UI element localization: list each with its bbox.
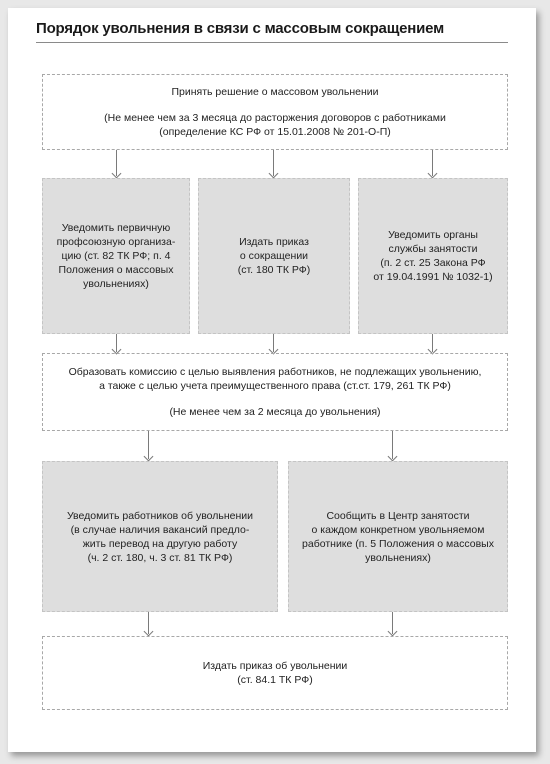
notify-workers-line: жить перевод на другую работу — [82, 537, 238, 550]
commission-box — [42, 353, 508, 431]
decision-heading: Принять решение о массовом увольнении — [171, 86, 379, 98]
title-divider — [36, 42, 508, 43]
arrow-employment-to-commission — [432, 334, 433, 352]
reduction-order-line: Издать приказ — [239, 236, 309, 248]
notify-employment-line: службы занятости — [388, 243, 478, 255]
final-order-reference: (ст. 84.1 ТК РФ) — [237, 674, 313, 686]
notify-union-line: увольнениях) — [83, 278, 149, 290]
notify-union-line: Уведомить первичную — [61, 222, 171, 234]
reduction-order-box — [198, 178, 350, 334]
arrow-commission-to-center — [392, 431, 393, 459]
inform-center-line: о каждом конкретном увольняемом — [311, 523, 485, 536]
inform-center-line: Сообщить в Центр занятости — [326, 509, 470, 522]
notify-union-line: профсоюзную организа- — [56, 236, 176, 248]
arrow-decision-to-employment — [432, 150, 433, 176]
arrow-commission-to-workers — [148, 431, 149, 459]
final-order-box — [42, 636, 508, 710]
decision-deadline: (Не менее чем за 3 месяца до расторжения договоров с работниками — [104, 112, 446, 124]
page-title: Порядок увольнения в связи с массовым сокращением — [36, 20, 445, 37]
arrow-center-to-final — [392, 612, 393, 634]
final-order-heading: Издать приказ об увольнении — [202, 660, 348, 672]
inform-center-box — [288, 461, 508, 612]
decision-box — [42, 74, 508, 150]
notify-workers-line: (в случае наличия вакансий предло- — [70, 523, 250, 536]
notify-employment-line: от 19.04.1991 № 1032-1) — [373, 271, 493, 283]
arrow-decision-to-order — [273, 150, 274, 176]
reduction-order-line: (ст. 180 ТК РФ) — [237, 264, 311, 276]
reduction-order-line: о сокращении — [239, 250, 309, 262]
commission-text: а также с целью учета преимущественного права (ст.ст. 179, 261 ТК РФ) — [99, 380, 451, 392]
notify-workers-line: Уведомить работников об увольнении — [66, 509, 254, 522]
inform-center-line: увольнениях) — [365, 551, 431, 564]
decision-reference: (определение КС РФ от 15.01.2008 № 201-О-П) — [159, 126, 391, 138]
inform-center-line: работнике (п. 5 Положения о массовых — [302, 537, 494, 550]
notify-workers-box — [42, 461, 278, 612]
arrow-order-to-commission — [273, 334, 274, 352]
arrow-union-to-commission — [116, 334, 117, 352]
arrow-workers-to-final — [148, 612, 149, 634]
commission-text: Образовать комиссию с целью выявления работников, не подлежащих увольнению, — [68, 366, 482, 378]
commission-deadline: (Не менее чем за 2 месяца до увольнения) — [169, 406, 381, 418]
arrow-decision-to-union — [116, 150, 117, 176]
notify-employment-line: Уведомить органы — [388, 229, 478, 241]
notify-union-box — [42, 178, 190, 334]
notify-union-line: Положения о массовых — [58, 264, 174, 276]
notify-workers-line: (ч. 2 ст. 180, ч. 3 ст. 81 ТК РФ) — [87, 551, 233, 564]
notify-union-line: цию (ст. 82 ТК РФ; п. 4 — [61, 250, 171, 262]
notify-employment-line: (п. 2 ст. 25 Закона РФ — [380, 257, 486, 269]
notify-employment-box — [358, 178, 508, 334]
